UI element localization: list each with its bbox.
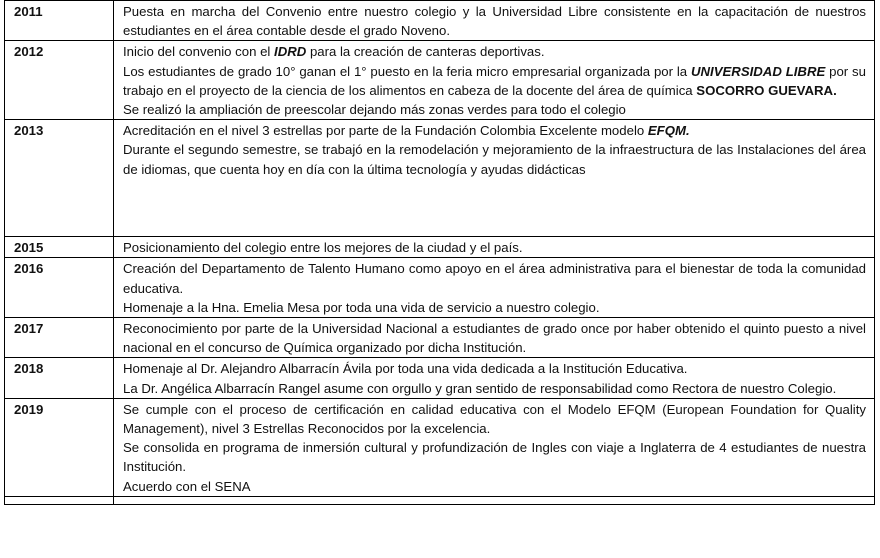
table-row [5,358,875,398]
event-text: Se cumple con el proceso de certificación en calidad educativa con el Modelo EFQM (European Foundation for Quality Management), nivel 3 Estrellas Reconocidos por la excelencia. [123,401,866,437]
table-row [5,120,875,237]
event-text: Acreditación en el nivel 3 estrellas por parte de la Fundación Colombia Excelente modelo [123,123,648,139]
table-row [5,237,875,258]
event-text: Inicio del convenio con el [123,44,275,60]
event-cell [114,398,875,496]
year-cell: 2017 [5,318,114,358]
event-cell [114,358,875,398]
year-cell: 2018 [5,358,114,398]
year-cell: 2015 [5,237,114,258]
year-cell: 2011 [5,1,114,41]
year-cell: 2013 [5,120,114,237]
event-text: por su trabajo en el proyecto de la ciencia de los alimentos en cabeza de la docente del área de química [123,63,866,98]
year-cell: 2012 [5,41,114,120]
event-text: Se consolida en programa de inmersión cultural y profundización de Ingles con viaje a Inglaterra de 4 estudiantes de nuestra Institución. [123,440,866,475]
event-cell [114,318,875,358]
event-cell [114,1,875,41]
event-paragraph [123,42,866,61]
emphasis-text: IDRD [274,44,307,60]
event-text: Creación del Departamento de Talento Humano como apoyo en el área administrativa para el bienestar de toda la comunidad educativa. [123,261,866,296]
event-text: Reconocimiento por parte de la Universidad Nacional a estudiantes de grado once por haber obtenido el quinto puesto a nivel nacional en el concurso de Química organizado por dicha Institución. [123,321,866,356]
emphasis-text: UNIVERSIDAD LIBRE [691,63,826,79]
table-row [5,398,875,496]
year-cell: 2016 [5,258,114,318]
table-row [5,496,875,504]
event-text: Durante el segundo semestre, se trabajó en la remodelación y mejoramiento de la infraestructura de las Instalaciones del área de idiomas, que cuenta hoy en día con la última tecnología y ayudas didácticas [123,142,866,177]
event-cell [114,120,875,237]
event-paragraph [123,400,866,438]
event-paragraph [123,359,866,378]
year-cell: 2019 [5,398,114,496]
event-text: Se realizó la ampliación de preescolar dejando más zonas verdes para todo el colegio [123,102,626,118]
event-paragraph [123,438,866,476]
event-text: Acuerdo con el SENA [123,478,251,494]
event-paragraph [123,238,866,257]
event-cell [114,237,875,258]
event-text: La Dr. Angélica Albarracín Rangel asume con orgullo y gran sentido de responsabilidad como Rectora de nuestro Colegio. [123,380,837,396]
event-cell [114,258,875,318]
event-paragraph [123,100,866,119]
event-paragraph [123,2,866,40]
event-paragraph [123,298,866,317]
empty-event-cell [114,496,875,504]
emphasis-text: EFQM. [647,123,690,139]
event-text: Puesta en marcha del Convenio entre nuestro colegio y la Universidad Libre consistente en la capacitación de nuestros estudiantes en el área contable desde el grado Noveno. [123,4,866,39]
table-row [5,318,875,358]
event-paragraph [123,379,866,398]
event-paragraph [123,319,866,357]
table-row [5,258,875,318]
event-text: Los estudiantes de grado 10° ganan el 1° puesto en la feria micro empresarial organizada por la [123,63,691,79]
history-timeline-table [4,0,875,505]
event-paragraph [123,140,866,178]
table-row [5,41,875,120]
event-paragraph [123,259,866,297]
event-text: Posicionamiento del colegio entre los mejores de la ciudad y el país. [123,240,523,256]
event-text: Homenaje al Dr. Alejandro Albarracín Ávila por toda una vida dedicada a la Institución Educativa. [123,361,688,377]
empty-year-cell [5,496,114,504]
event-paragraph [123,121,866,140]
event-cell [114,41,875,120]
event-text: Homenaje a la Hna. Emelia Mesa por toda una vida de servicio a nuestro colegio. [123,299,600,315]
event-paragraph [123,62,866,100]
emphasis-text: SOCORRO GUEVARA. [696,82,837,98]
table-row [5,1,875,41]
event-text: para la creación de canteras deportivas. [306,44,545,60]
event-paragraph [123,477,866,496]
